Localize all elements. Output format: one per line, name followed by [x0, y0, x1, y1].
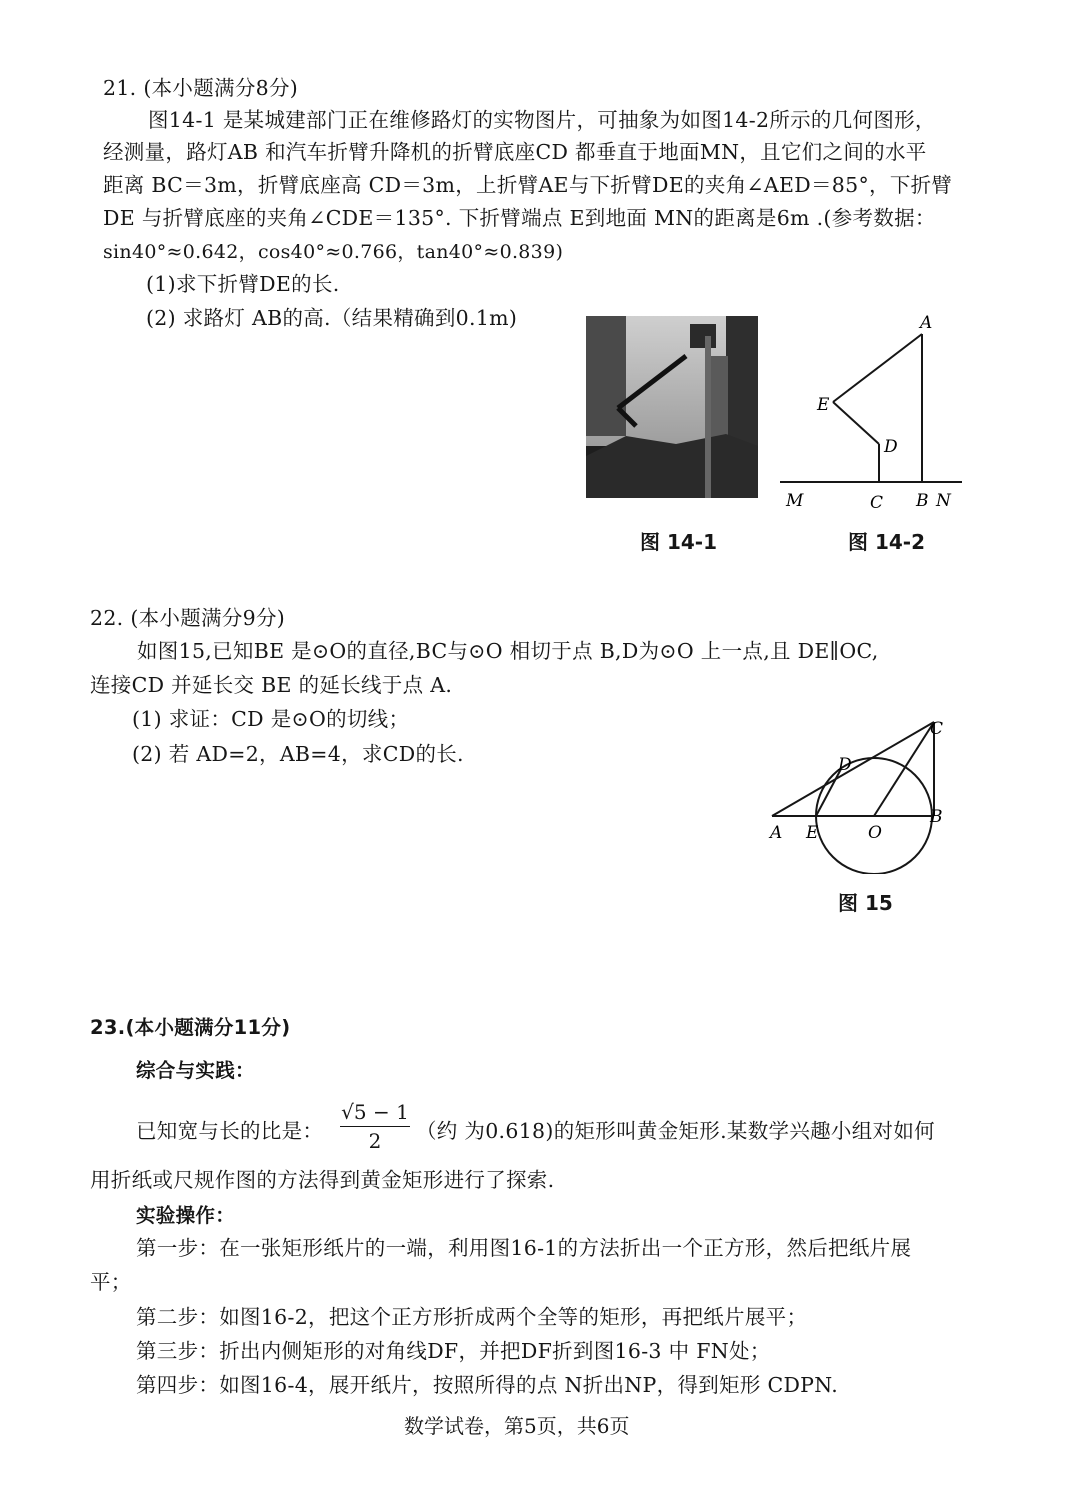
q21-line-5: sin40°≈0.642，cos40°≈0.766，tan40°≈0.839) [103, 241, 564, 263]
q22-part-1: (1) 求证：CD 是⊙O的切线； [132, 707, 410, 731]
q23-intro-after: （约 为0.618)的矩形叫黄金矩形.某数学兴趣小组对如何 [416, 1119, 935, 1143]
q23-step-1b: 平； [90, 1270, 132, 1294]
q21-line-1: 图14-1 是某城建部门正在维修路灯的实物图片，可抽象为如图14-2所示的几何图形， [148, 108, 936, 132]
page-footer: 数学试卷，第5页，共6页 [404, 1414, 630, 1438]
figure-15-caption: 图 15 [838, 891, 893, 915]
label-E: E [817, 395, 830, 415]
line-AC [772, 722, 934, 816]
label-D: D [884, 437, 898, 457]
figure-14-2-caption: 图 14-2 [848, 530, 926, 554]
label-E: E [806, 823, 819, 843]
figure-14-1-caption: 图 14-1 [640, 530, 718, 554]
q22-line-2: 连接CD 并延长交 BE 的延长线于点 A. [90, 673, 453, 697]
fraction-denominator: 2 [368, 1129, 382, 1153]
figure-14-2-diagram [778, 310, 964, 514]
q21-part-2: (2) 求路灯 AB的高.（结果精确到0.1m) [146, 306, 518, 330]
label-O: O [868, 823, 882, 843]
q21-line-4: DE 与折臂底座的夹角∠CDE＝135°. 下折臂端点 E到地面 MN的距离是6m .(参考数据： [103, 206, 936, 230]
label-N: N [936, 491, 951, 511]
label-A: A [920, 313, 933, 333]
q22-heading: 22. (本小题满分9分) [90, 606, 286, 630]
q22-part-2: (2) 若 AD=2，AB=4，求CD的长. [132, 742, 464, 766]
line-EA [833, 334, 922, 402]
q22-line-1: 如图15,已知BE 是⊙O的直径,BC与⊙O 相切于点 B,D为⊙O 上一点,且 DE∥OC, [137, 639, 879, 663]
label-D: D [838, 755, 852, 775]
fraction-numerator: √5 − 1 [340, 1100, 410, 1127]
label-B: B [916, 491, 929, 511]
label-M: M [786, 491, 804, 511]
q21-line-3: 距离 BC＝3m，折臂底座高 CD＝3m，上折臂AE与下折臂DE的夹角∠AED＝85°，下折臂 [103, 173, 953, 197]
golden-ratio-fraction [340, 1100, 410, 1153]
label-C: C [870, 493, 884, 513]
line-OC [874, 722, 934, 816]
q23-step-2: 第二步：如图16-2，把这个正方形折成两个全等的矩形，再把纸片展平； [136, 1305, 808, 1329]
q23-ops-heading: 实验操作： [136, 1204, 236, 1227]
q21-line-2: 经测量，路灯AB 和汽车折臂升降机的折臂底座CD 都垂直于地面MN，且它们之间的水平 [103, 140, 927, 164]
line-DE [833, 402, 879, 444]
figure-15-diagram [764, 714, 964, 874]
q23-step-3: 第三步：折出内侧矩形的对角线DF，并把DF折到图16-3 中 FN处； [136, 1339, 771, 1363]
q21-heading: 21. (本小题满分8分) [103, 76, 299, 100]
q23-subhead: 综合与实践： [136, 1059, 255, 1082]
line-DE [816, 769, 841, 816]
label-C: C [930, 719, 944, 739]
q23-step-1a: 第一步：在一张矩形纸片的一端，利用图16-1的方法折出一个正方形，然后把纸片展 [136, 1236, 912, 1260]
figure-14-1-photo [586, 316, 758, 498]
label-B: B [930, 807, 943, 827]
q21-part-1: (1)求下折臂DE的长. [146, 272, 340, 296]
label-A: A [770, 823, 783, 843]
q23-intro-line-2: 用折纸或尺规作图的方法得到黄金矩形进行了探索. [90, 1168, 555, 1192]
q23-step-4: 第四步：如图16-4，展开纸片，按照所得的点 N折出NP，得到矩形 CDPN. [136, 1373, 839, 1397]
q23-intro-before: 已知宽与长的比是： [136, 1119, 324, 1143]
q23-heading: 23.(本小题满分11分) [90, 1016, 291, 1039]
